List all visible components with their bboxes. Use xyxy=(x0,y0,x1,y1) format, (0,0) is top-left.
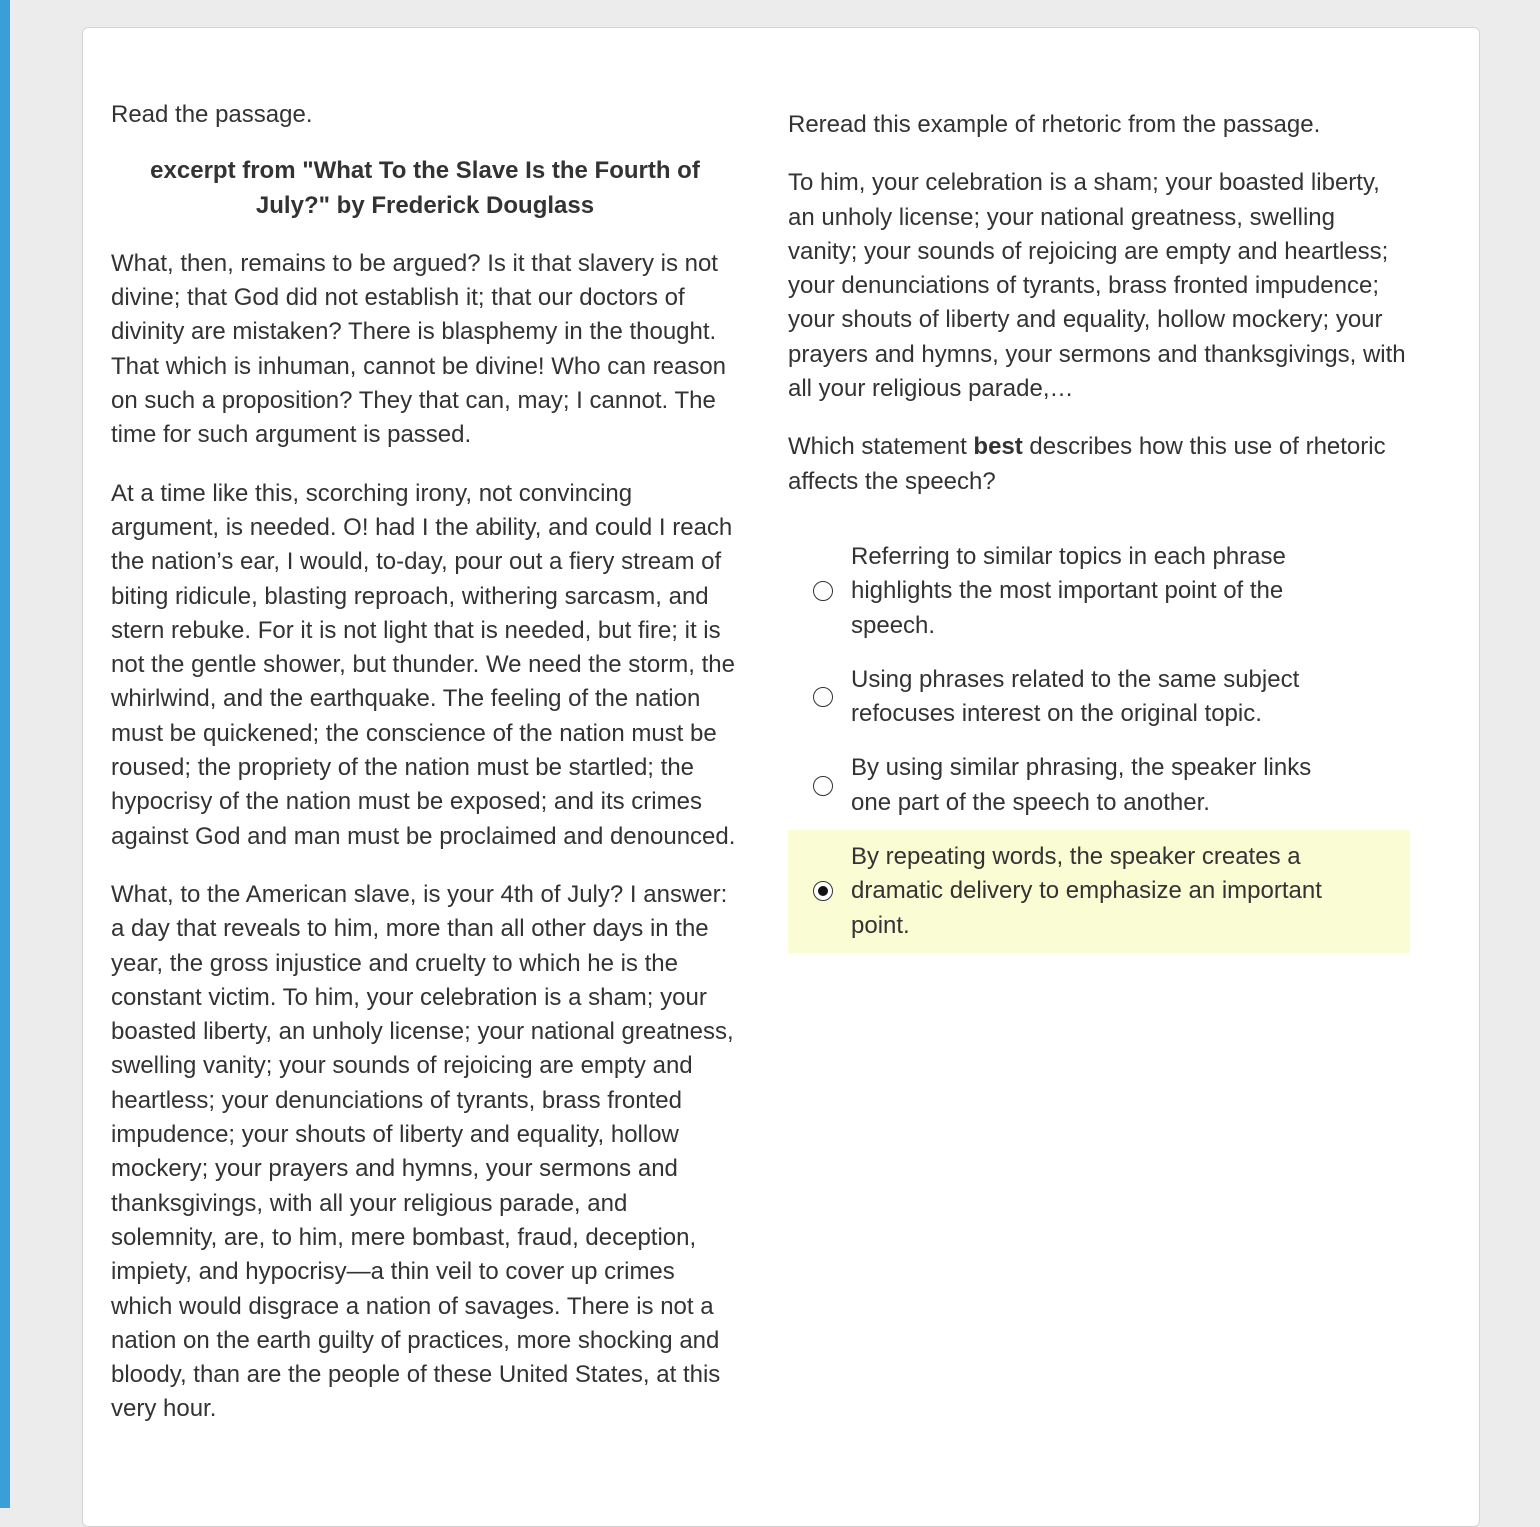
question-prompt-start: Which statement xyxy=(788,433,974,461)
question-prompt-emphasis: best xyxy=(973,433,1023,461)
radio-button-b[interactable] xyxy=(813,687,833,707)
passage-paragraph: What, then, remains to be argued? Is it that slavery is not divine; that God did not establish it; that our doctors of divinity are mistaken? There is blasphemy in the thought. That which is inhuman, cannot be divine! Who can reason on such a proposition? They that can, may; I cannot. The time for such argument is passed. xyxy=(111,249,727,449)
answer-option-text: By using similar phrasing, the speaker links one part of the speech to another. xyxy=(851,754,1312,816)
question-prompt xyxy=(788,430,1410,499)
passage-instruction: Read the passage. xyxy=(111,101,313,128)
radio-button-d[interactable] xyxy=(813,881,833,901)
answer-option-text: By repeating words, the speaker creates a dramatic delivery to emphasize an important point. xyxy=(851,843,1322,939)
rhetoric-excerpt: To him, your celebration is a sham; your boasted liberty, an unholy license; your national greatness, swelling vanity; your sounds of rejoicing are empty and heartless; your denunciations of tyrants, brass fronted impudence; your shouts of liberty and equality, hollow mockery; your prayers and hymns, your sermons and thanksgivings, with all your religious parade,… xyxy=(788,169,1406,403)
answer-options xyxy=(788,530,1410,953)
answer-option-a[interactable] xyxy=(788,530,1410,653)
answer-option-c[interactable] xyxy=(788,741,1410,830)
answer-option-text: Referring to similar topics in each phrase highlights the most important point of the speech. xyxy=(851,542,1286,639)
answer-option-text: Using phrases related to the same subject refocuses interest on the original topic. xyxy=(851,665,1300,728)
radio-button-c[interactable] xyxy=(813,776,833,796)
answer-option-d[interactable] xyxy=(788,830,1410,953)
question-card xyxy=(82,27,1480,1527)
question-prompt-end: describes how this use of rhetoric affects the speech? xyxy=(788,433,1386,495)
passage-column xyxy=(111,98,739,1451)
answer-option-b[interactable] xyxy=(788,653,1410,742)
radio-button-a[interactable] xyxy=(813,581,833,601)
question-instruction: Reread this example of rhetoric from the passage. xyxy=(788,111,1321,138)
passage-paragraph: At a time like this, scorching irony, not convincing argument, is needed. O! had I the ability, and could I reach the nation’s ear, I would, to-day, pour out a fiery stream of biting ridicule, blasting reproach, withering sarcasm, and stern rebuke. For it is not light that is needed, but fire; it is not the gentle shower, but thunder. We need the storm, the whirlwind, and the earthquake. The feeling of the nation must be quickened; the conscience of the nation must be roused; the propriety of the nation must be startled; the hypocrisy of the nation must be exposed; and its crimes against God and man must be proclaimed and denounced. xyxy=(111,479,736,850)
passage-paragraph: What, to the American slave, is your 4th of July? I answer: a day that reveals to him, more than all other days in the year, the gross injustice and cruelty to which he is the constant victim. To him, your celebration is a sham; your boasted liberty, an unholy license; your national greatness, swelling vanity; your sounds of rejoicing are empty and heartless; your denunciations of tyrants, brass fronted impudence; your shouts of liberty and equality, hollow mockery; your prayers and hymns, your sermons and thanksgivings, with all your religious parade, and solemnity, are, to him, mere bombast, fraud, deception, impiety, and hypocrisy—a thin veil to cover up crimes which would disgrace a nation of savages. There is not a nation on the earth guilty of practices, more shocking and bloody, than are the people of these United States, at this very hour. xyxy=(111,880,734,1423)
passage-title: excerpt from "What To the Slave Is the Fourth of July?" by Frederick Douglass xyxy=(150,157,700,219)
left-accent-bar xyxy=(0,0,10,1508)
question-column xyxy=(788,108,1410,953)
